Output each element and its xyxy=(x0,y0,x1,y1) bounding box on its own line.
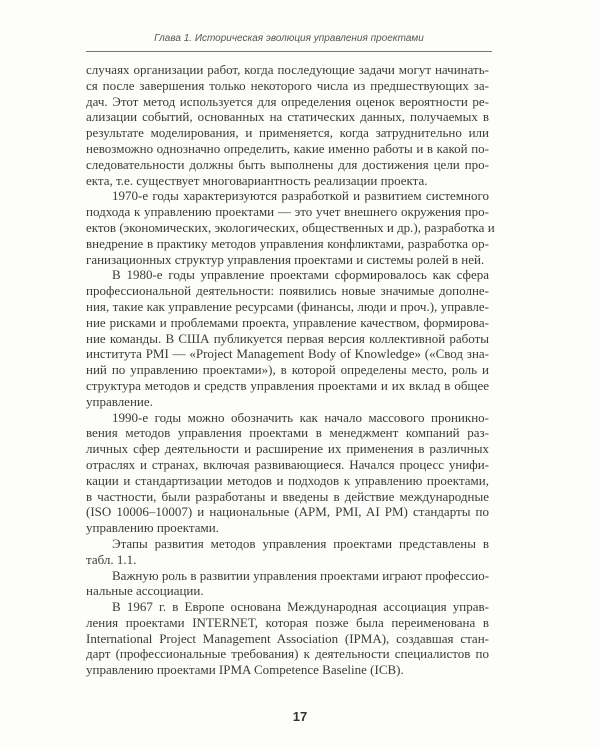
running-header: Глава 1. Историческая эволюция управления проектами xyxy=(154,33,424,44)
text-line: профессиональной деятельности: появились новые значимые дополне- xyxy=(86,283,489,299)
header-rule xyxy=(86,51,492,52)
text-line: ний по управлению проектами»), в которой определены место, роль и xyxy=(86,362,489,378)
text-line: ся после завершения только некоторого числа из предшествующих за- xyxy=(86,77,489,93)
text-line: 1970-е годы характеризуются разработкой и развитием системного xyxy=(112,188,489,204)
text-line: ганизационных структур управления проектами и системы ролей в ней. xyxy=(86,251,485,267)
text-line: отраслях и странах, включая развивающиеся. Начался процесс унифи- xyxy=(86,456,489,472)
text-line: екта, т.е. существует многовариантность реализации проекта. xyxy=(86,172,428,188)
text-line: ние рисками и проблемами проекта, управление качеством, формирова- xyxy=(86,314,489,330)
text-line: В 1980-е годы управление проектами сформировалось как сфера xyxy=(112,267,489,283)
paragraph xyxy=(86,62,489,188)
text-line: ализации событий, основанных на статических данных, получаемых в xyxy=(86,109,489,125)
text-line: структура методов и средств управления проектами и их вклад в общее xyxy=(86,377,489,393)
text-line: В 1967 г. в Европе основана Международная ассоциация управ- xyxy=(112,599,489,615)
text-line: нальные ассоциации. xyxy=(86,583,204,599)
text-line: ния, такие как управление ресурсами (финансы, люди и проч.), управле- xyxy=(86,298,489,314)
text-line: Важную роль в развитии управления проектами играют профессио- xyxy=(112,567,490,583)
text-line: подхода к управлению проектами — это учет внешнего окружения про- xyxy=(86,204,489,220)
text-line: института PMI — «Project Management Body of Knowledge» («Свод зна- xyxy=(86,346,489,362)
text-line: вения методов управления проектами в менеджмент компаний раз- xyxy=(86,425,489,441)
text-line: ние команды. В США публикуется первая версия коллективной работы xyxy=(86,330,489,346)
text-line: ектов (экономических, экологических, общественных и др.), разработка и xyxy=(86,219,495,235)
text-line: случаях организации работ, когда последующие задачи могут начинать- xyxy=(86,62,489,77)
paragraph xyxy=(86,410,489,536)
text-line: дарт (профессиональные требования) к деятельности специалистов по xyxy=(86,646,489,662)
text-line: ления проектами INTERNET, которая позже была переименована в xyxy=(86,614,489,630)
text-line: в частности, были разработаны и введены в действие международные xyxy=(86,488,489,504)
text-line: кации и стандартизации методов и подходов к управлению проектами, xyxy=(86,472,489,488)
text-line: личных сфер деятельности и расширение их применения в различных xyxy=(86,441,489,457)
paragraph xyxy=(86,267,489,409)
text-line: управлению проектами. xyxy=(86,520,219,536)
text-line: Этапы развития методов управления проектами представлены в xyxy=(112,535,489,551)
paragraph xyxy=(86,188,495,267)
text-line: невозможно однозначно определить, какие именно работы и в какой по- xyxy=(86,140,489,156)
paragraph xyxy=(86,599,489,678)
paragraph xyxy=(86,536,489,568)
text-line: следовательности должны быть выполнены для достижения цели про- xyxy=(86,156,489,172)
text-line: управлению проектами IPMA Competence Baseline (ICB). xyxy=(86,662,404,678)
text-line: International Project Management Association (IPMA), создавшая стан- xyxy=(86,630,489,646)
page-body xyxy=(86,62,495,678)
page-number: 17 xyxy=(292,709,308,724)
text-line: результате моделирования, и применяется, когда затруднительно или xyxy=(86,125,489,141)
text-line: табл. 1.1. xyxy=(86,551,137,567)
text-line: дач. Этот метод используется для определения оценок вероятности ре- xyxy=(86,93,489,109)
text-line: 1990-е годы можно обозначить как начало массового проникно- xyxy=(112,409,489,425)
text-line: внедрение в практику методов управления конфликтами, разработка ор- xyxy=(86,235,489,251)
paragraph xyxy=(86,568,489,600)
text-line: управление. xyxy=(86,393,153,409)
text-line: (ISO 10006–10007) и национальные (APM, PMI, AI PM) стандарты по xyxy=(86,504,489,520)
